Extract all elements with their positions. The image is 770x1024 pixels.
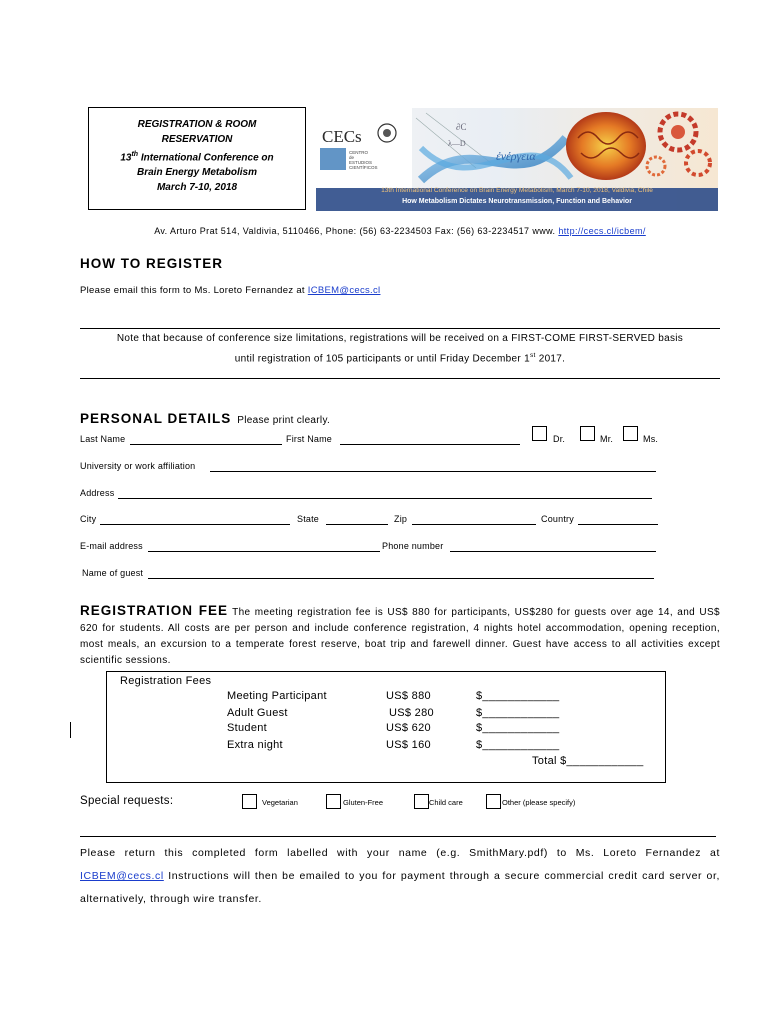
- conference-dates: March 7-10, 2018: [156, 182, 238, 194]
- text-cursor: [70, 722, 71, 738]
- address-field[interactable]: [118, 498, 652, 499]
- conference-name: 13th International Conference on: [120, 151, 274, 164]
- country-field[interactable]: [578, 524, 658, 525]
- fee-row-label: Adult Guest: [227, 707, 288, 719]
- notice-line-2: until registration of 105 participants or until Friday December 1st 2017.: [234, 352, 566, 365]
- registration-fee-text: The meeting registration fee is US$ 880 for participants, US$280 for guests over age 14, and US$ 620 for students. All costs are per person and include conference registration, 4 nights hotel accommodation, opening reception, most meals, an excursion to a temperate forest reserve, boat trip and farewell dinner. Guest have access to all activities except scientific sessions.: [80, 607, 720, 666]
- conference-topic: Brain Energy Metabolism: [136, 167, 258, 179]
- fee-row-amount: US$ 160: [386, 739, 431, 751]
- title-line-1: REGISTRATION & ROOM: [137, 119, 257, 130]
- zip-field[interactable]: [412, 524, 536, 525]
- phone-field[interactable]: [450, 551, 656, 552]
- state-field[interactable]: [326, 524, 388, 525]
- child-care-checkbox[interactable]: [414, 794, 429, 809]
- guest-field[interactable]: [148, 578, 654, 579]
- banner-line-1: 13th International Conference on Brain Energy Metabolism, March 7-10, 2018, Valdivia, Chile: [381, 187, 653, 194]
- website-link[interactable]: http://cecs.cl/icbem/: [558, 226, 646, 236]
- svg-text:CIENTÍFICOS: CIENTÍFICOS: [349, 165, 378, 170]
- svg-text:CENTRO: CENTRO: [349, 150, 368, 155]
- phone-label: Phone number: [382, 541, 444, 551]
- dr-checkbox[interactable]: [532, 426, 547, 441]
- state-label: State: [297, 514, 320, 524]
- svg-text:∂C: ∂C: [456, 122, 467, 132]
- svg-text:CECs: CECs: [322, 127, 362, 146]
- how-to-register-text: Please email this form to Ms. Loreto Fernandez at ICBEM@cecs.cl: [80, 285, 381, 296]
- title-line-2: RESERVATION: [161, 134, 233, 145]
- notice-line-1: Note that because of conference size limitations, registrations will be received on a FIRST-COME FIRST-SERVED basis: [116, 333, 684, 344]
- return-instructions: Please return this completed form labelled with your name (e.g. SmithMary.pdf) to Ms. Loreto Fernandez at ICBEM@cecs.cl Instructions will then be emailed to you for payment through a secure commercial credit card server or, alternatively, through wire transfer.: [80, 847, 720, 905]
- fee-row-label: Meeting Participant: [227, 690, 327, 702]
- last-name-label: Last Name: [80, 434, 126, 444]
- country-label: Country: [541, 514, 574, 524]
- affiliation-label: University or work affiliation: [80, 461, 196, 471]
- fee-row-blank[interactable]: $____________: [476, 739, 560, 751]
- divider: [80, 378, 720, 379]
- fee-row-amount: US$ 880: [386, 690, 431, 702]
- conference-banner: [316, 108, 718, 211]
- email-label: E-mail address: [80, 541, 143, 551]
- affiliation-field[interactable]: [210, 471, 656, 472]
- header-title: [88, 117, 306, 195]
- ms-checkbox[interactable]: [623, 426, 638, 441]
- registration-fee-paragraph: [80, 603, 720, 669]
- fee-row-amount: US$ 280: [389, 707, 434, 719]
- divider: [80, 328, 720, 329]
- ms-label: Ms.: [643, 434, 659, 444]
- gluten-free-label: Gluten-Free: [343, 798, 384, 807]
- city-field[interactable]: [100, 524, 290, 525]
- mr-label: Mr.: [600, 434, 614, 444]
- svg-text:ἐνέργεια: ἐνέργεια: [496, 149, 536, 163]
- other-label: Other (please specify): [502, 798, 576, 807]
- svg-text:de: de: [349, 155, 355, 160]
- banner-artwork: [316, 108, 718, 211]
- other-checkbox[interactable]: [486, 794, 501, 809]
- address-label: Address: [80, 488, 115, 498]
- svg-text:λ—D: λ—D: [448, 139, 466, 148]
- zip-label: Zip: [394, 514, 408, 524]
- gluten-free-checkbox[interactable]: [326, 794, 341, 809]
- dr-label: Dr.: [553, 434, 566, 444]
- last-name-field[interactable]: [130, 444, 282, 445]
- fee-table-title: Registration Fees: [120, 675, 212, 687]
- personal-details-heading: PERSONAL DETAILS Please print clearly.: [80, 411, 331, 426]
- notice: [80, 330, 720, 367]
- fee-row-label: Extra night: [227, 739, 283, 751]
- registration-fee-heading: REGISTRATION FEE: [80, 603, 229, 618]
- fee-row-blank[interactable]: $____________: [476, 707, 560, 719]
- email-link[interactable]: ICBEM@cecs.cl: [307, 285, 381, 296]
- svg-text:ESTUDIOS: ESTUDIOS: [349, 160, 373, 165]
- vegetarian-checkbox[interactable]: [242, 794, 257, 809]
- divider: [80, 836, 716, 837]
- first-name-label: First Name: [286, 434, 333, 444]
- guest-label: Name of guest: [82, 568, 144, 578]
- fee-row-label: Student: [227, 722, 268, 734]
- contact-address: Av. Arturo Prat 514, Valdivia, 5110466, Phone: (56) 63-2234503 Fax: (56) 63-2234517 www. http://cecs.cl/icbem/: [154, 226, 646, 236]
- special-requests-label: Special requests:: [80, 795, 174, 807]
- print-clearly-note: Please print clearly.: [237, 415, 331, 426]
- fee-row-blank[interactable]: $____________: [476, 722, 560, 734]
- fee-row-amount: US$ 620: [386, 722, 431, 734]
- email-field[interactable]: [148, 551, 380, 552]
- mr-checkbox[interactable]: [580, 426, 595, 441]
- vegetarian-label: Vegetarian: [262, 798, 298, 807]
- city-label: City: [80, 514, 97, 524]
- fee-row-blank[interactable]: $____________: [476, 690, 560, 702]
- first-name-field[interactable]: [340, 444, 520, 445]
- return-email-link[interactable]: ICBEM@cecs.cl: [80, 870, 164, 882]
- child-care-label: Child care: [429, 798, 463, 807]
- banner-line-2: How Metabolism Dictates Neurotransmission, Function and Behavior: [402, 198, 632, 205]
- fee-total[interactable]: Total $____________: [532, 755, 644, 767]
- how-to-register-heading: HOW TO REGISTER: [80, 256, 224, 271]
